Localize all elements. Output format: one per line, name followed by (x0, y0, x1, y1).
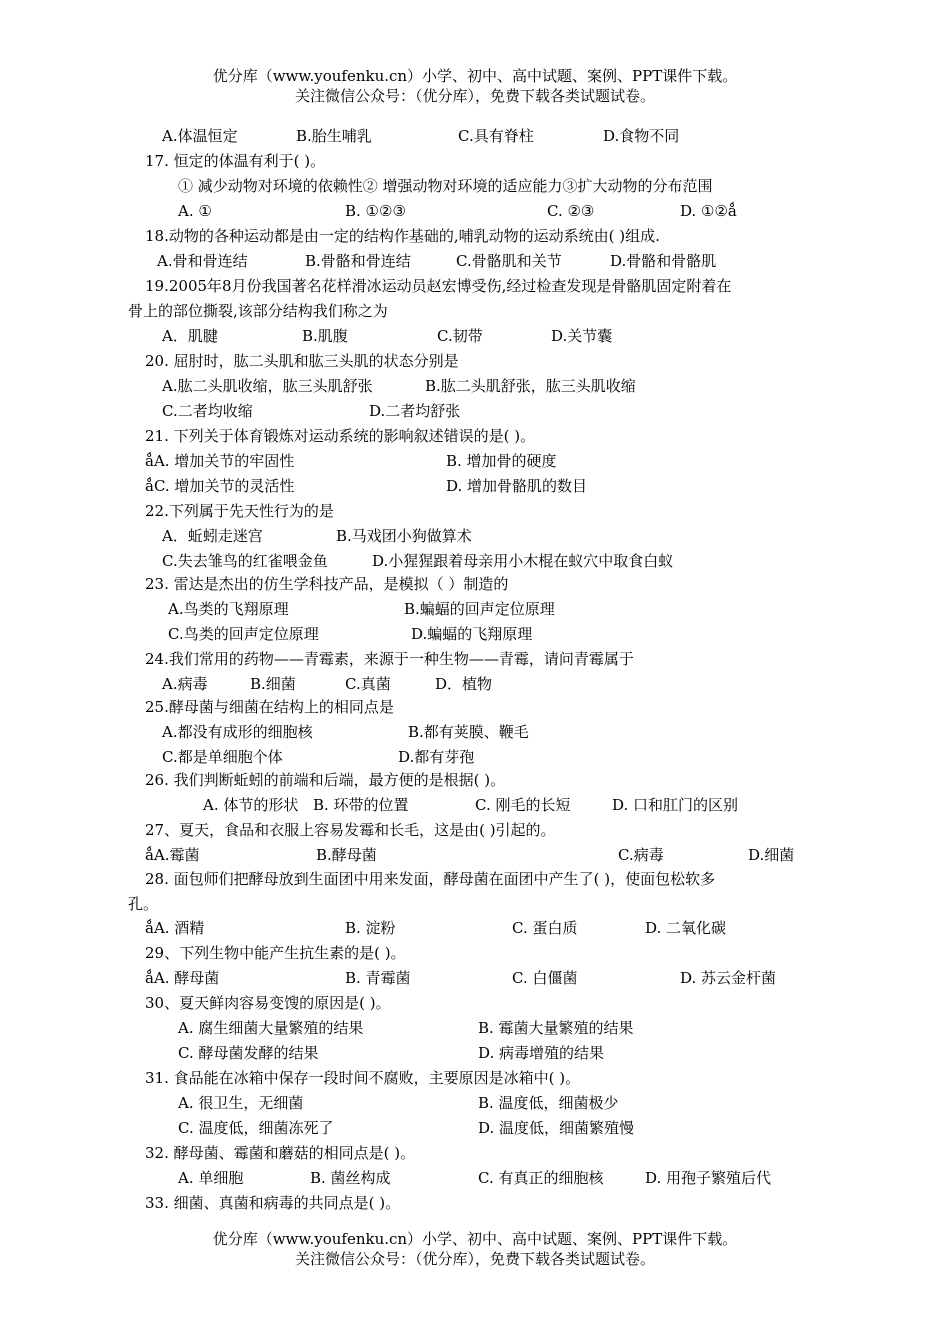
q17-option-a: A. ① (178, 202, 212, 220)
q23-option-a: A.鸟类的飞翔原理 (168, 600, 289, 618)
q18-stem: 18.动物的各种运动都是由一定的结构作基础的,哺乳动物的运动系统由( )组成. (145, 227, 660, 245)
q26-option-d: D. 口和肛门的区别 (612, 796, 739, 814)
q30-stem: 30、夏天鲜肉容易变馊的原因是( )。 (145, 994, 391, 1012)
q18-option-a: A.骨和骨连结 (157, 252, 248, 270)
q29-stem: 29、下列生物中能产生抗生素的是( )。 (145, 944, 406, 962)
q30-option-b: B. 霉菌大量繁殖的结果 (478, 1019, 634, 1037)
q26-stem: 26. 我们判断蚯蚓的前端和后端，最方便的是根据( )。 (145, 771, 506, 789)
q19-stem-line-2: 骨上的部位撕裂,该部分结构我们称之为 (128, 302, 388, 320)
q31-option-a: A. 很卫生，无细菌 (178, 1094, 304, 1112)
q22-stem: 22.下列属于先天性行为的是 (145, 502, 334, 520)
q24-option-a: A.病毒 (162, 675, 208, 693)
q20-option-c: C.二者均收缩 (162, 402, 253, 420)
q26-option-a: A. 体节的形状 (203, 796, 299, 814)
q20-option-a: A.肱二头肌收缩，肱三头肌舒张 (162, 377, 373, 395)
q27-stem: 27、夏天，食品和衣服上容易发霉和长毛，这是由( )引起的。 (145, 821, 556, 839)
q16-option-b: B.胎生哺乳 (296, 127, 372, 145)
q19-option-d: D.关节囊 (551, 327, 613, 345)
q17-option-d: D. ①②ǻ (680, 202, 737, 220)
q25-option-c: C.都是单细胞个体 (162, 748, 283, 766)
q16-option-d: D.食物不同 (603, 127, 680, 145)
q23-option-d: D.蝙蝠的飞翔原理 (411, 625, 533, 643)
q16-option-c: C.具有脊柱 (458, 127, 534, 145)
q30-option-d: D. 病毒增殖的结果 (478, 1044, 605, 1062)
q28-option-b: B. 淀粉 (345, 919, 396, 937)
q31-stem: 31. 食品能在冰箱中保存一段时间不腐败，主要原因是冰箱中( )。 (145, 1069, 581, 1087)
q19-option-c: C.韧带 (437, 327, 483, 345)
q20-stem: 20. 屈肘时，肱二头肌和肱三头肌的状态分别是 (145, 352, 459, 370)
footer-line-1: 优分库（www.youfenku.cn）小学、初中、高中试题、案例、PPT课件下载。 (212, 1230, 738, 1248)
q30-option-c: C. 酵母菌发酵的结果 (178, 1044, 319, 1062)
q24-option-c: C.真菌 (345, 675, 391, 693)
q30-option-a: A. 腐生细菌大量繁殖的结果 (178, 1019, 364, 1037)
q25-option-b: B.都有荚膜、鞭毛 (408, 723, 529, 741)
q19-option-b: B.肌腹 (302, 327, 348, 345)
q19-stem-line-1: 19.2005年8月份我国著名花样滑冰运动员赵宏博受伤,经过检查发现是骨骼肌固定附着在 (145, 277, 732, 295)
q31-option-b: B. 温度低，细菌极少 (478, 1094, 619, 1112)
header-line-2: 关注微信公众号：（优分库），免费下载各类试题试卷。 (294, 87, 655, 105)
q26-option-b: B. 环带的位置 (313, 796, 409, 814)
q22-option-d: D.小猩猩跟着母亲用小木棍在蚁穴中取食白蚁 (372, 552, 674, 570)
q19-option-a: A．肌腱 (162, 327, 218, 345)
q25-option-a: A.都没有成形的细胞核 (162, 723, 313, 741)
q22-option-a: A．蚯蚓走迷宫 (162, 527, 263, 545)
q23-option-b: B.蝙蝠的回声定位原理 (404, 600, 555, 618)
q29-option-a: ǻA. 酵母菌 (145, 969, 220, 987)
q29-option-c: C. 白僵菌 (512, 969, 578, 987)
q29-option-b: B. 青霉菌 (345, 969, 411, 987)
q24-stem: 24.我们常用的药物——青霉素，来源于一种生物——青霉，请问青霉属于 (145, 650, 634, 668)
q18-option-b: B.骨骼和骨连结 (305, 252, 411, 270)
q21-option-c: ǻC. 增加关节的灵活性 (145, 477, 295, 495)
header-line-1: 优分库（www.youfenku.cn）小学、初中、高中试题、案例、PPT课件下载。 (212, 67, 738, 85)
q32-option-b: B. 菌丝构成 (310, 1169, 391, 1187)
q21-stem: 21. 下列关于体育锻炼对运动系统的影响叙述错误的是( )。 (145, 427, 536, 445)
q27-option-d: D.细菌 (748, 846, 795, 864)
q25-option-d: D.都有芽孢 (398, 748, 475, 766)
q29-option-d: D. 苏云金杆菌 (680, 969, 777, 987)
q25-stem: 25.酵母菌与细菌在结构上的相同点是 (145, 698, 394, 716)
q24-option-d: D．植物 (435, 675, 493, 693)
q28-option-c: C. 蛋白质 (512, 919, 578, 937)
q31-option-d: D. 温度低，细菌繁殖慢 (478, 1119, 635, 1137)
q18-option-c: C.骨骼肌和关节 (456, 252, 562, 270)
q32-option-c: C. 有真正的细胞核 (478, 1169, 604, 1187)
q28-option-d: D. 二氧化碳 (645, 919, 727, 937)
q28-stem-line-1: 28. 面包师们把酵母放到生面团中用来发面，酵母菌在面团中产生了( )，使面包松软多 (145, 870, 716, 888)
q17-option-b: B. ①②③ (345, 202, 406, 220)
q28-stem-line-2: 孔。 (128, 895, 159, 913)
q27-option-a: ǻA.霉菌 (145, 846, 200, 864)
q27-option-c: C.病毒 (618, 846, 664, 864)
q31-option-c: C. 温度低，细菌冻死了 (178, 1119, 334, 1137)
q23-option-c: C.鸟类的回声定位原理 (168, 625, 319, 643)
q22-option-c: C.失去雏鸟的红雀喂金鱼 (162, 552, 328, 570)
q17-stem: 17. 恒定的体温有利于( )。 (145, 152, 326, 170)
q28-option-a: ǻA. 酒精 (145, 919, 205, 937)
q32-option-a: A. 单细胞 (178, 1169, 244, 1187)
q18-option-d: D.骨骼和骨骼肌 (610, 252, 717, 270)
q21-option-a: ǻA. 增加关节的牢固性 (145, 452, 295, 470)
footer-line-2: 关注微信公众号：（优分库），免费下载各类试题试卷。 (294, 1250, 655, 1268)
q17-option-c: C. ②③ (547, 202, 595, 220)
q21-option-b: B. 增加骨的硬度 (446, 452, 557, 470)
q24-option-b: B.细菌 (250, 675, 296, 693)
q22-option-b: B.马戏团小狗做算术 (336, 527, 472, 545)
q32-option-d: D. 用孢子繁殖后代 (645, 1169, 772, 1187)
q32-stem: 32. 酵母菌、霉菌和蘑菇的相同点是( )。 (145, 1144, 416, 1162)
q20-option-d: D.二者均舒张 (369, 402, 461, 420)
q26-option-c: C. 刚毛的长短 (475, 796, 571, 814)
q23-stem: 23. 雷达是杰出的仿生学科技产品，是模拟（ ）制造的 (145, 575, 509, 593)
q33-stem: 33. 细菌、真菌和病毒的共同点是( )。 (145, 1194, 401, 1212)
q16-option-a: A.体温恒定 (162, 127, 238, 145)
q21-option-d: D. 增加骨骼肌的数目 (446, 477, 588, 495)
q20-option-b: B.肱二头肌舒张，肱三头肌收缩 (425, 377, 636, 395)
q27-option-b: B.酵母菌 (316, 846, 377, 864)
q17-statements: ① 减少动物对环境的依赖性② 增强动物对环境的适应能力③扩大动物的分布范围 (178, 177, 713, 195)
